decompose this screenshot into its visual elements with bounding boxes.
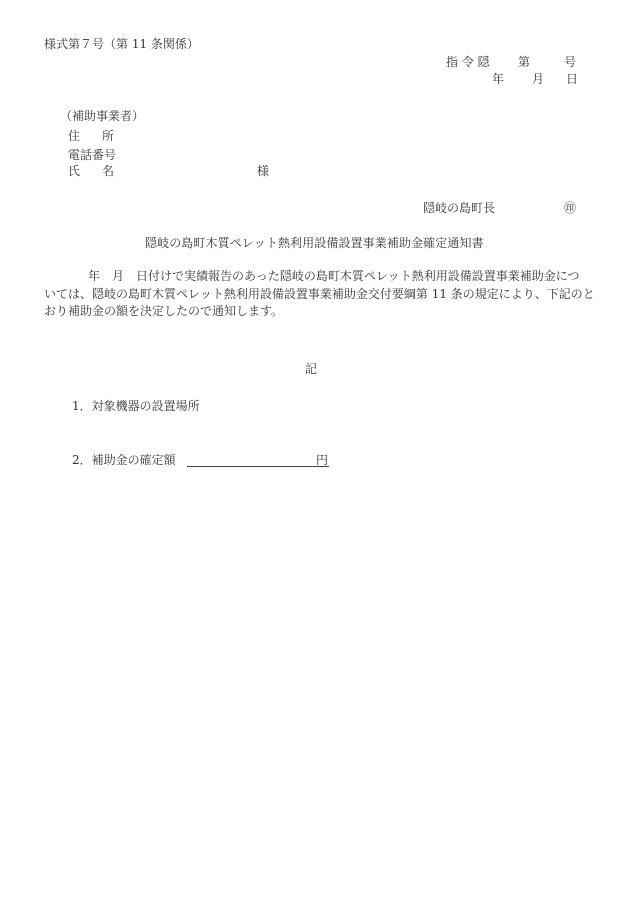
issuer-name: 隠岐の島町長	[423, 201, 496, 215]
amount-blank-line[interactable]	[187, 452, 329, 467]
date-month: 月	[532, 72, 545, 86]
yen-unit: 円	[316, 453, 329, 467]
name-label-2: 名	[102, 164, 115, 178]
reference-dai: 第	[518, 55, 531, 69]
item-confirmed-amount: 2．補助金の確定額	[72, 453, 176, 467]
name-label: 氏	[68, 164, 81, 178]
body-line-3: おり補助金の額を決定したので通知します。	[44, 304, 284, 318]
seal-icon: ㊞	[564, 201, 577, 215]
ki-heading: 記	[305, 362, 318, 376]
honorific: 様	[257, 164, 270, 178]
reference-prefix: 指 令 隠	[446, 55, 490, 69]
date-year: 年	[492, 72, 505, 86]
item-installation-location: 1．対象機器の設置場所	[72, 399, 200, 413]
body-line-2: いては、隠岐の島町木質ペレット熱利用設備設置事業補助金交付要綱第 11 条の規定により、下記のと	[44, 286, 595, 301]
body-line-1: 年 月 日付けで実績報告のあった隠岐の島町木質ペレット熱利用設備設置事業補助金につ	[88, 269, 580, 283]
body-paragraph	[44, 268, 595, 321]
date-day: 日	[566, 72, 579, 86]
address-label-2: 所	[102, 129, 115, 143]
reference-go: 号	[564, 55, 577, 69]
phone-label: 電話番号	[68, 148, 117, 162]
recipient-heading: （補助事業者）	[60, 109, 145, 123]
document-title: 隠岐の島町木質ペレット熱利用設備設置事業補助金確定通知書	[145, 236, 484, 250]
address-label: 住	[68, 129, 81, 143]
form-number: 様式第７号（第 11 条関係）	[44, 37, 199, 51]
